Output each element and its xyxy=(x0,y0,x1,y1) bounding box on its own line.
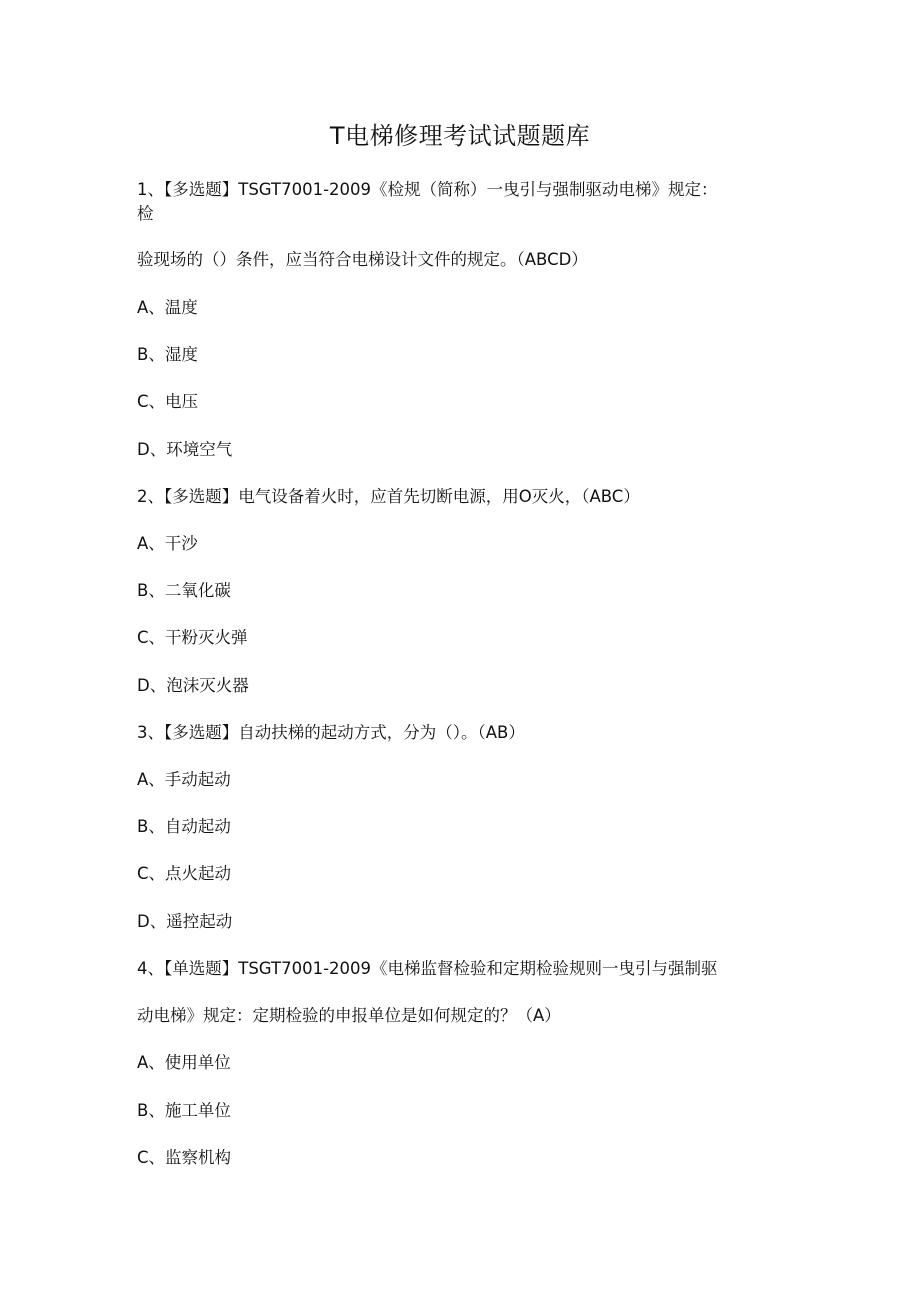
question-2-option-a: A、干沙 xyxy=(137,534,198,553)
question-3-option-b: B、自动起动 xyxy=(137,817,231,836)
question-3-option-d: D、遥控起动 xyxy=(137,912,233,931)
question-4-stem: 4、【单选题】TSGT7001-2009《电梯监督检验和定期检验规则一曳引与强制驱 xyxy=(137,959,718,978)
question-2-stem: 2、【多选题】电气设备着火时，应首先切断电源，用O灭火，（ABC） xyxy=(137,487,640,506)
question-1-option-c: C、电压 xyxy=(137,392,199,411)
question-1-option-a: A、温度 xyxy=(137,298,198,317)
question-1-stem: 1、【多选题】TSGT7001-2009《检规（简称）一曳引与强制驱动电梯》规定： xyxy=(137,180,718,199)
question-3-option-a: A、手动起动 xyxy=(137,770,231,789)
question-3-option-c: C、点火起动 xyxy=(137,864,232,883)
question-2-option-d: D、泡沫灭火器 xyxy=(137,676,249,695)
question-1-stem-wrap: 检 xyxy=(137,204,154,223)
question-4-option-b: B、施工单位 xyxy=(137,1101,231,1120)
question-1-option-b: B、湿度 xyxy=(137,345,198,364)
question-1-option-d: D、环境空气 xyxy=(137,440,233,459)
question-1-stem-cont: 验现场的（）条件，应当符合电梯设计文件的规定。（ABCD） xyxy=(137,250,588,269)
question-3-stem: 3、【多选题】自动扶梯的起动方式，分为（）。（AB） xyxy=(137,723,525,742)
question-4-option-a: A、使用单位 xyxy=(137,1053,231,1072)
document-title: T电梯修理考试试题题库 xyxy=(329,122,591,150)
question-4-option-c: C、监察机构 xyxy=(137,1148,232,1167)
question-4-stem-cont: 动电梯》规定：定期检验的申报单位是如何规定的？（A） xyxy=(137,1006,561,1025)
question-2-option-c: C、干粉灭火弹 xyxy=(137,628,248,647)
question-2-option-b: B、二氧化碳 xyxy=(137,581,231,600)
